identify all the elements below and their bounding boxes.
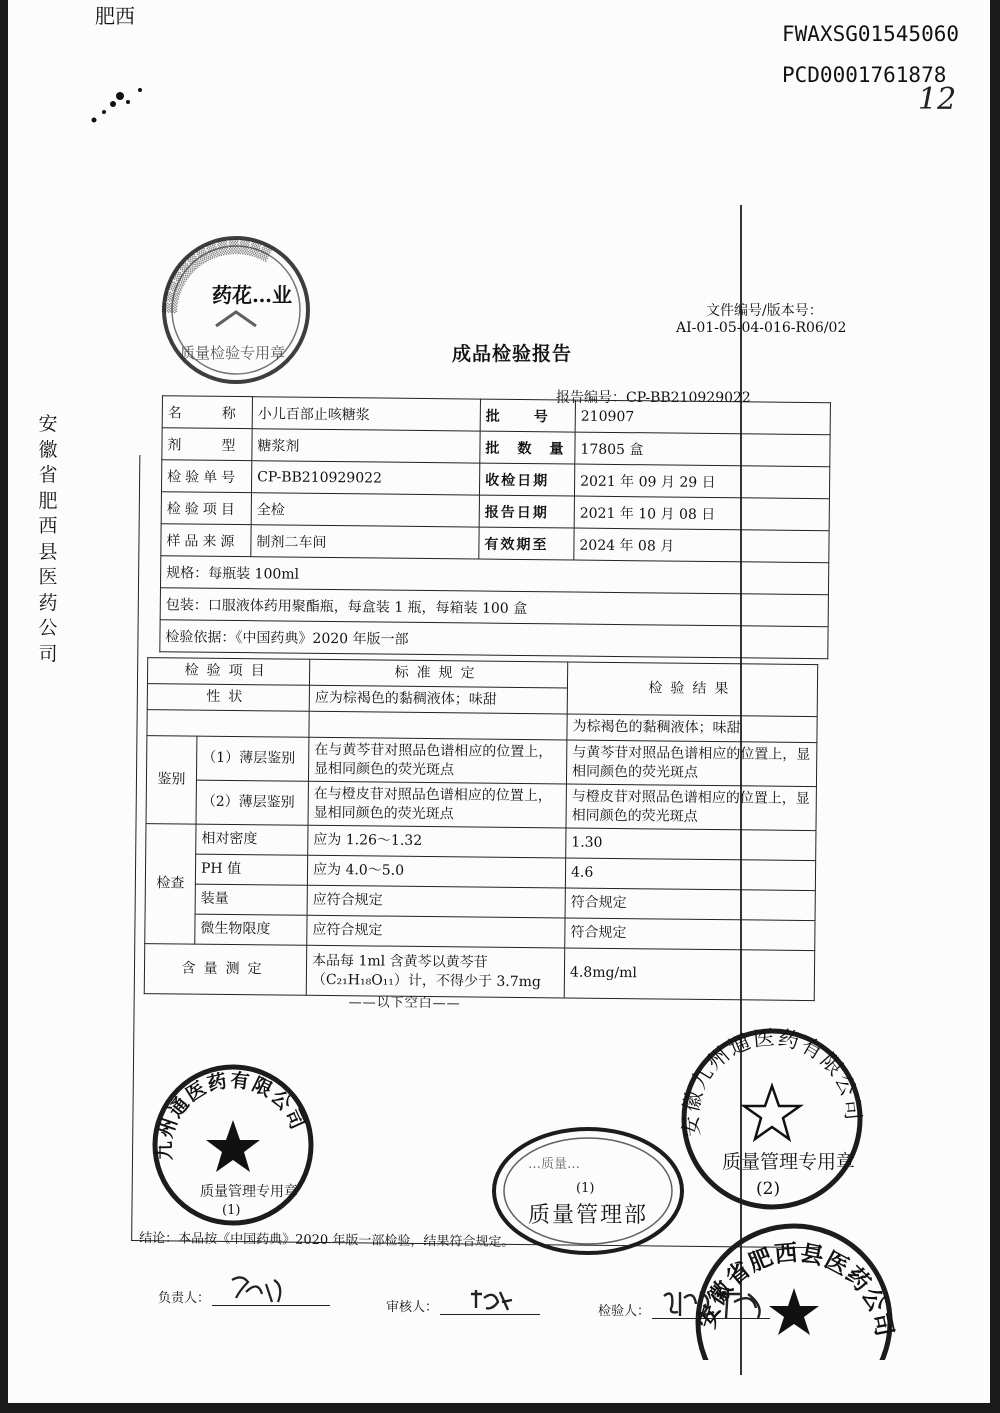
expiry-value: 2024 年 08 月 [574, 528, 829, 563]
inspector-label: 检验人： [598, 1304, 651, 1319]
county-company-stamp [688, 1210, 900, 1360]
header-standard: 标准规定 [309, 659, 567, 688]
stamp-oval-main: 质量管理部 [528, 1203, 649, 1228]
scan-edge-right [990, 0, 1000, 1413]
sample-source-value: 制剂二车间 [251, 525, 479, 559]
file-number-value: AI-01-05-04-016-R06/02 [676, 320, 847, 336]
stamp-left-ring: 九州通医药有限公司 [153, 1069, 310, 1161]
sample-source-label: 样品来源 [161, 524, 251, 557]
inspection-item-label: 检验项目 [161, 492, 251, 525]
quantity-value: 17805 盒 [575, 432, 830, 467]
side-vertical-text: 安徽省肥西县医药公司 [38, 413, 58, 665]
spec-line: 规格：每瓶装 100ml [160, 556, 828, 595]
reviewer-signature [468, 1288, 514, 1321]
corner-code-1: FWAXSG01545060 [782, 22, 960, 46]
scan-edge-bottom [0, 1403, 1000, 1413]
tests-table [144, 657, 818, 1001]
microbial-label: 微生物限度 [195, 914, 307, 945]
check-label: 检查 [145, 824, 196, 945]
report-number: 报告编号：CP-BB210929022 [556, 390, 751, 406]
ph-standard: 应为 4.0～5.0 [307, 855, 565, 888]
stamp-right-inner: 质量管理专用章 [722, 1151, 856, 1173]
corner-code-2: PCD0001761878 [782, 63, 947, 87]
stamp-left-num: (1) [222, 1203, 241, 1218]
table-row [146, 736, 816, 787]
info-table [159, 395, 831, 659]
company-stamp-right [676, 1024, 868, 1214]
blank-note: ——以下空白—— [348, 995, 461, 1012]
stamp-right-ring: 安徽九州通医药有限公司 [678, 1025, 866, 1138]
appearance-standard: 应为棕褐色的黏稠液体；味甜 [309, 685, 567, 714]
form-label: 剂 型 [162, 428, 252, 461]
name-value: 小儿百部止咳糖浆 [252, 397, 480, 431]
quality-inspection-stamp [152, 218, 320, 393]
table-row [144, 944, 814, 1001]
package-line: 包装：口服液体药用聚酯瓶，每盒装 1 瓶，每箱装 100 盒 [160, 588, 828, 627]
density-standard: 应为 1.26～1.32 [308, 825, 566, 858]
inspection-item-value: 全检 [251, 493, 479, 527]
handwritten-mark: 12 [918, 82, 957, 117]
identification-1-standard: 在与黄芩苷对照品色谱相应的位置上，显相同颜色的荧光斑点 [308, 737, 566, 784]
stamp-oval-ring: …质量… [528, 1157, 581, 1172]
report-date-value: 2021 年 10 月 08 日 [574, 496, 829, 531]
density-label: 相对密度 [196, 824, 308, 855]
expiry-label: 有效期至 [479, 527, 574, 560]
inspection-no-label: 检验单号 [161, 460, 251, 493]
corner-location: 肥西 [95, 4, 135, 28]
stamp-right-num: (2) [756, 1179, 781, 1199]
conclusion-text: 结论：本品按《中国药典》2020 年版一部检验，结果符合规定。 [139, 1231, 515, 1250]
assay-result: 4.8mg/ml [564, 948, 815, 1001]
report-date-label: 报告日期 [479, 495, 574, 528]
identification-label: 鉴别 [146, 736, 197, 825]
table-row [146, 780, 816, 831]
quantity-label: 批 数 量 [480, 431, 575, 464]
header-item: 检验项目 [147, 658, 309, 686]
identification-1-label: （1）薄层鉴别 [196, 736, 308, 781]
header-result: 检验结果 [567, 662, 818, 717]
ph-label: PH 值 [195, 854, 307, 885]
inspection-no-value: CP-BB210929022 [251, 461, 479, 495]
ph-result: 4.6 [565, 858, 815, 891]
batch-label: 批 号 [480, 399, 575, 432]
name-label: 名 称 [162, 396, 252, 429]
assay-standard: 本品每 1ml 含黄芩以黄芩苷（C₂₁H₁₈O₁₁）计，不得少于 3.7mg [306, 945, 565, 998]
page-title: 成品检验报告 [452, 343, 573, 365]
fill-standard: 应符合规定 [307, 885, 565, 918]
microbial-result: 符合规定 [565, 918, 815, 951]
responsible-signature [228, 1272, 288, 1313]
responsible-label: 负责人： [158, 1291, 211, 1306]
appearance-label: 性状 [147, 684, 309, 712]
stamp-top-left-mid: 药花…业 [212, 283, 292, 307]
basis-line: 检验依据：《中国药典》2020 年版一部 [160, 620, 828, 659]
identification-2-result: 与橙皮苷对照品色谱相应的位置上，显相同颜色的荧光斑点 [566, 784, 816, 831]
receive-date-value: 2021 年 09 月 29 日 [574, 464, 829, 499]
identification-1-result: 与黄芩苷对照品色谱相应的位置上，显相同颜色的荧光斑点 [566, 740, 816, 787]
stamp-left-inner: 质量管理专用章 [200, 1184, 298, 1200]
identification-2-standard: 在与橙皮苷对照品色谱相应的位置上，显相同颜色的荧光斑点 [308, 781, 566, 828]
fill-label: 装量 [195, 884, 307, 915]
ink-specks [88, 82, 148, 131]
company-stamp-left [148, 1060, 318, 1230]
stamp-oval-num: (1) [576, 1181, 595, 1196]
density-result: 1.30 [566, 828, 816, 861]
form-value: 糖浆剂 [252, 429, 480, 463]
file-number-label: 文件编号/版本号： [706, 303, 823, 319]
appearance-result: 为棕褐色的黏稠液体；味甜 [567, 714, 817, 743]
identification-2-label: （2）薄层鉴别 [196, 780, 308, 825]
scan-edge-left [0, 0, 8, 1413]
batch-value: 210907 [575, 400, 830, 435]
reviewer-label: 审核人： [386, 1300, 439, 1315]
fill-result: 符合规定 [565, 888, 815, 921]
receive-date-label: 收检日期 [479, 463, 574, 496]
table-row [160, 620, 828, 659]
microbial-standard: 应符合规定 [307, 915, 565, 948]
stamp-top-left-bottom: 质量检验专用章 [180, 344, 286, 362]
svg-text:▒▒▒▒▒▒▒▒▒▒▒▒▒: ▒▒▒▒▒▒▒▒▒▒▒▒▒ [162, 239, 273, 314]
quality-dept-oval-stamp [488, 1122, 688, 1260]
stamp-bottom-ring: 安徽省肥西县医药公司 [693, 1239, 899, 1340]
svg-text:安徽九州通医药有限公司 [678, 1025, 865, 1137]
assay-label: 含量测定 [144, 944, 307, 996]
